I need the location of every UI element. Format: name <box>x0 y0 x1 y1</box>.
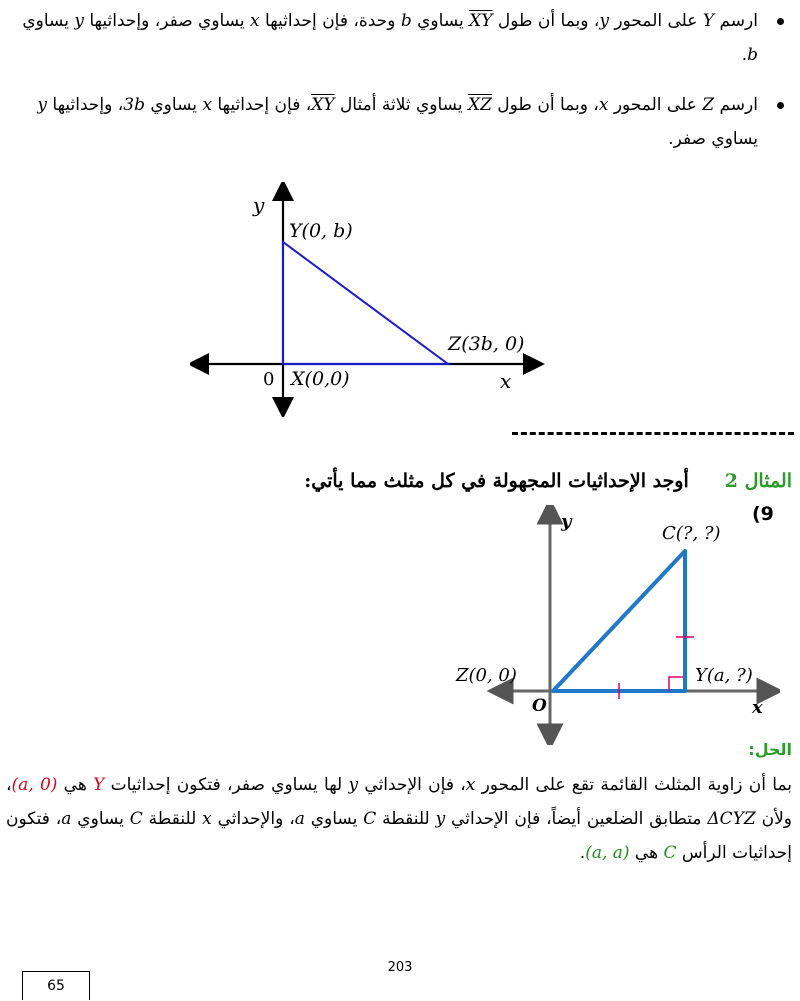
x-axis-label: x <box>500 369 512 393</box>
center-page-number: 203 <box>387 960 413 975</box>
point-z-label: Z(0, 0) <box>456 665 517 686</box>
bullet-2-text: ارسم Z على المحور x، وبما أن طول $\overline{XZ}$ يساوي ثلاثة أمثال $\overline{XY}،$ فإن إحداثيها x يساوي 3b، وإحداثيها y يساوي صفر. <box>37 95 758 149</box>
figure-2-triangle-cyz <box>440 505 780 745</box>
solution-text: بما أن زاوية المثلث القائمة تقع على المحور x، فإن الإحداثي y لها يساوي صفر، فتكون إحداثيات Y هي (a, 0)، ولأن ΔCYZ متطابق الضلعين أيضاً، فإن الإحداثي y للنقطة C يساوي a، والإحداثي x للنقطة C يساوي a، فتكون إحداثيات الرأس C هي (a, a). <box>6 775 793 863</box>
example-question: أوجد الإحداثيات المجهولة في كل مثلث مما يأتي: <box>304 470 689 492</box>
point-c-label: C(?, ?) <box>662 523 721 544</box>
y-axis-label: y <box>561 511 572 532</box>
bullet-dot-icon <box>777 18 784 25</box>
point-y-label: Y(a, ?) <box>695 665 753 686</box>
example-heading <box>8 470 792 492</box>
figure-1-triangle-xyz <box>190 182 550 417</box>
bullet-paragraph-2 <box>8 88 792 156</box>
right-angle-mark <box>669 677 683 691</box>
origin-label: O <box>532 696 547 716</box>
point-y-label: Y(0, b) <box>289 220 353 242</box>
bullet-1-text: ارسم Y على المحور y، وبما أن طول $\overline{XY}$ يساوي b وحدة، فإن إحداثيها x يساوي صفر، وإحداثيها y يساوي b. <box>22 11 758 65</box>
section-separator <box>512 432 794 435</box>
point-x-label: X(0,0) <box>291 368 350 390</box>
origin-label: 0 <box>263 369 275 390</box>
point-z-label: Z(3b, 0) <box>448 333 525 355</box>
triangle-xyz <box>283 242 448 364</box>
page-number-box: 65 <box>22 971 90 1000</box>
x-axis-label: x <box>752 697 763 718</box>
triangle-cyz <box>553 551 685 691</box>
example-label: المثال 2 <box>724 470 792 492</box>
bullet-paragraph-1 <box>8 4 792 72</box>
y-axis-label: y <box>253 193 265 217</box>
solution-label: الحل: <box>748 740 792 759</box>
problem-number: (9 <box>752 503 774 525</box>
bullet-dot-icon <box>777 102 784 109</box>
